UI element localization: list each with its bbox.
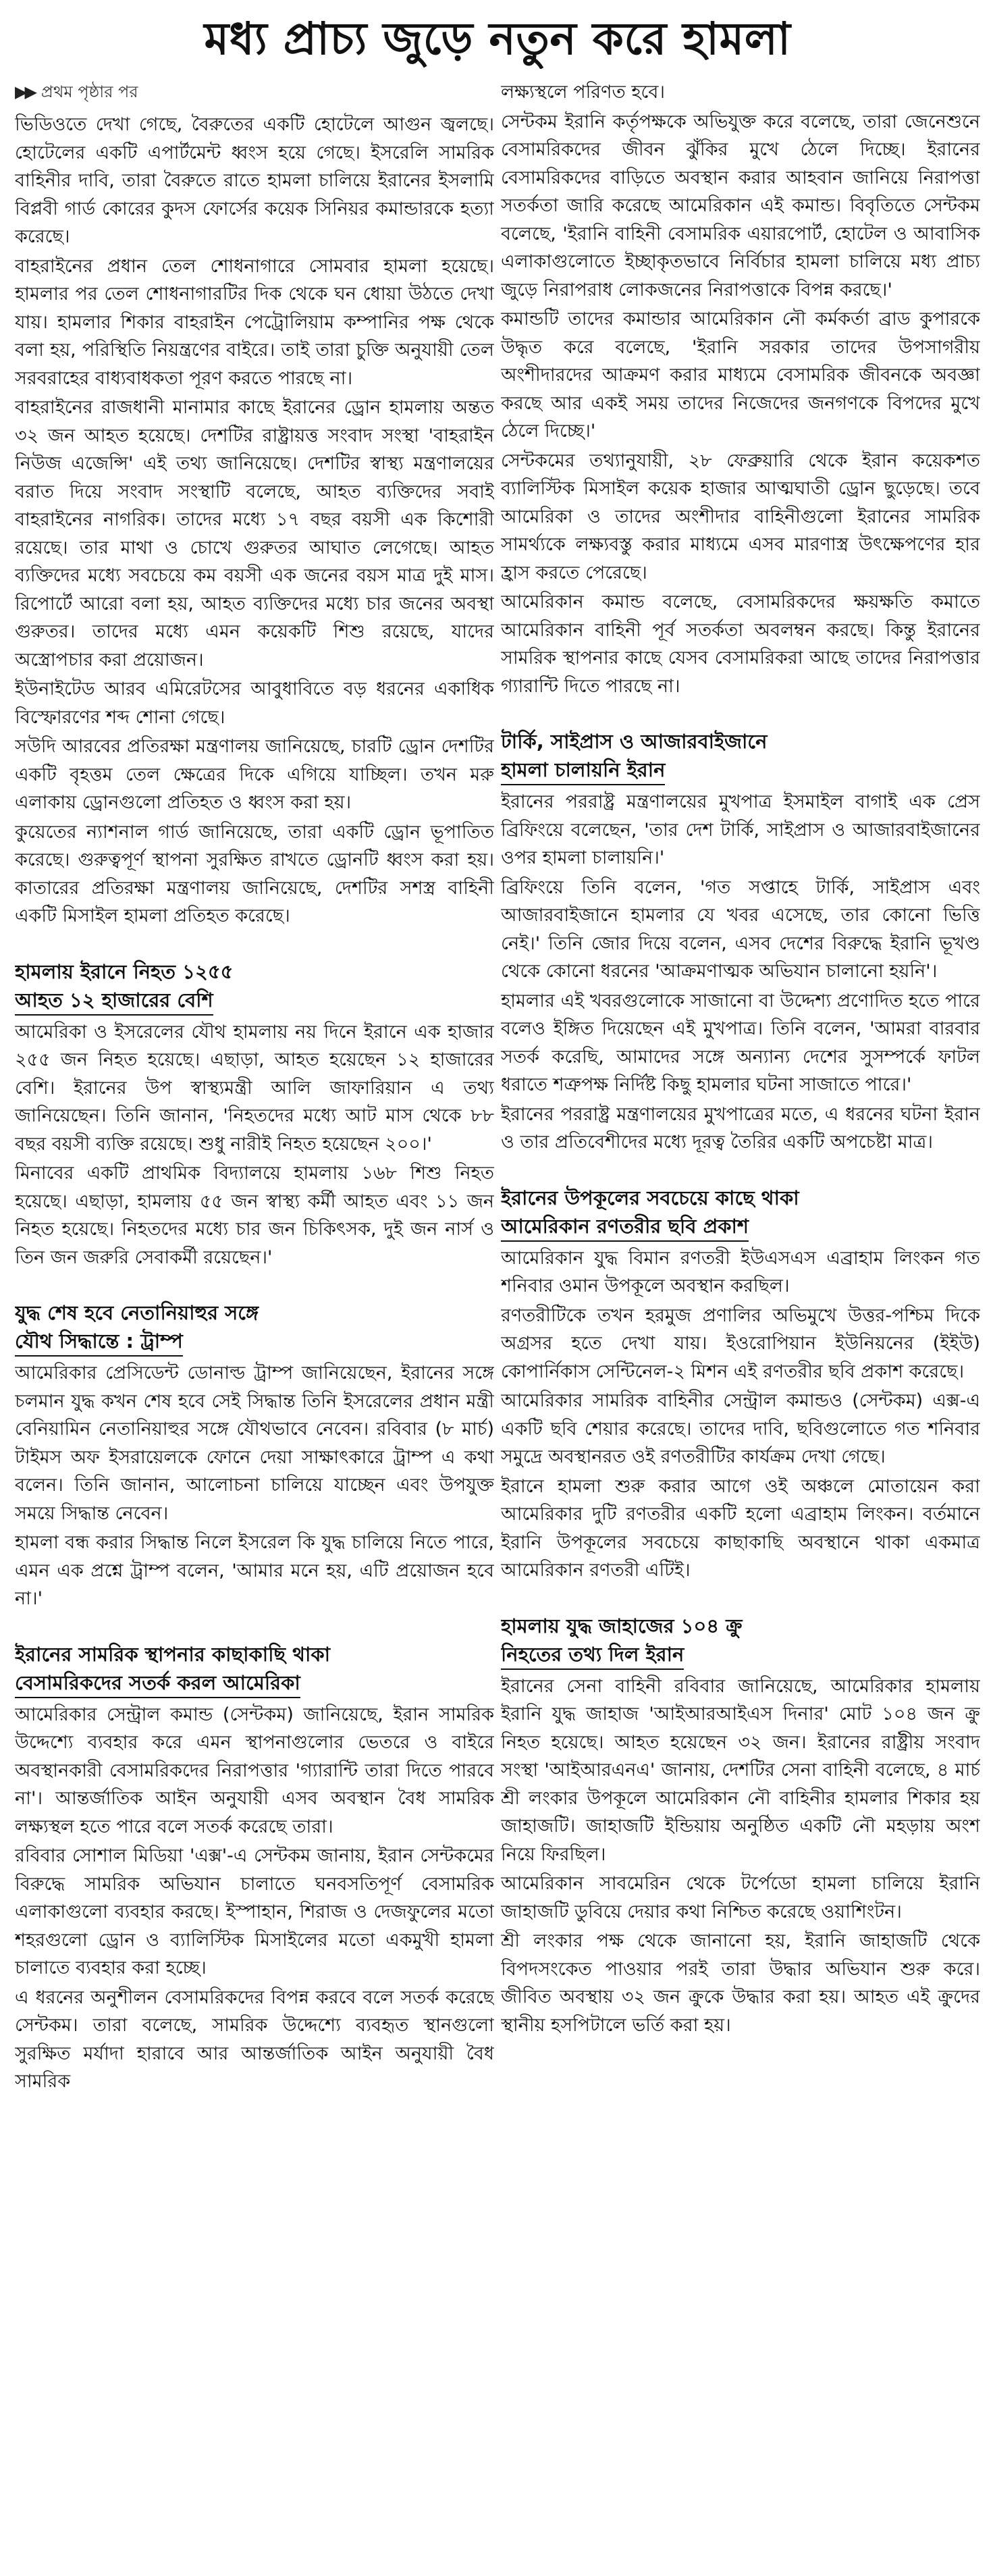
paragraph: ইউনাইটেড আরব এমিরেটসের আবুধাবিতে বড় ধরনের একাধিক বিস্ফোরণের শব্দ শোনা গেছে। (15, 679, 494, 728)
paragraph: হামলার এই খবরগুলোকে সাজানো বা উদ্দেশ্য প্রণোদিত হতে পারে বলেও ইঙ্গিত দিয়েছেন এই মুখপাত্র। তিনি বলেন, 'আমরা বারবার সতর্ক করেছি, আমাদের সঙ্গে অন্যান্য দেশের সুসম্পর্কে ফাটল ধরাতে শত্রুপক্ষ নির্দিষ্ট কিছু হামলার ঘটনা সাজাতে পারে।' (501, 990, 980, 1095)
paragraph: আমেরিকান কমান্ড বলেছে, বেসামরিকদের ক্ষয়ক্ষতি কমাতে আমেরিকান বাহিনী পূর্ব সতর্কতা অবলম্বন করছে। কিন্তু ইরানের সামরিক স্থাপনার কাছে যেসব বেসামরিকরা আছে তাদের নিরাপত্তার গ্যারান্টি দিতে পারছে না। (501, 592, 980, 697)
article-column-left (15, 78, 494, 2563)
paragraph: আমেরিকার প্রেসিডেন্ট ডোনাল্ড ট্রাম্প জানিয়েছেন, ইরানের সঙ্গে চলমান যুদ্ধ কখন শেষ হবে সেই সিদ্ধান্ত তিনি ইসরেলের প্রধান মন্ত্রী বেনিয়ামিন নেতানিয়াহুর সঙ্গে যৌথভাবে নেবেন। রবিবার (৮ মার্চ) টাইমস অফ ইসরায়েলকে ফোনে দেয়া সাক্ষাৎকারে ট্রাম্প এ কথা বলেন। তিনি জানান, আলোচনা চালিয়ে যাচ্ছেন এবং উপযুক্ত সময়ে সিদ্ধান্ত নেবেন। (15, 1363, 494, 1524)
paragraph: কুয়েতের ন্যাশনাল গার্ড জানিয়েছে, তারা একটি ড্রোন ভূপাতিত করেছে। গুরুত্বপূর্ণ স্থাপনা সুরক্ষিত রাখতে ড্রোনটি ধ্বংস করা হয়। কাতারের প্রতিরক্ষা মন্ত্রণালয় জানিয়েছে, দেশটির সশস্ত্র বাহিনী একটি মিসাইল হামলা প্রতিহত করেছে। (15, 821, 494, 926)
paragraph: শ্রী লংকার পক্ষ থেকে জানানো হয়, ইরানি জাহাজটি থেকে বিপদসংকেত পাওয়ার পরই তারা উদ্ধার অভিযান শুরু করে। জীবিত অবস্থায় ৩২ জন ক্রুকে উদ্ধার করা হয়। আহত এই ক্রুদের স্থানীয় হসপিটালে ভর্তি করা হয়। (501, 1930, 980, 2036)
section-trump-decision (15, 1298, 494, 1613)
section-heading: টার্কি, সাইপ্রাস ও আজারবাইজানে (501, 730, 768, 753)
section-heading: হামলায় ইরানে নিহত ১২৫৫ (15, 960, 234, 983)
paragraph: বাহরাইনের প্রধান তেল শোধনাগারে সোমবার হামলা হয়েছে। হামলার পর তেল শোধনাগারটির দিক থেকে ঘন ধোয়া উঠতে দেখা যায়। হামলার শিকার বাহরাইন পেট্রোলিয়াম কম্পানির পক্ষ থেকে বলা হয়, পরিস্থিতি নিয়ন্ত্রণের বাইরে। তাই তারা চুক্তি অনুযায়ী তেল সরবরাহের বাধ্যবাধকতা পূরণ করতে পারছে না। (15, 255, 494, 389)
section-warship-crew (501, 1612, 980, 2040)
section-subheading: যৌথ সিদ্ধান্তে : ট্রাম্প (15, 1327, 183, 1357)
section-heading: ইরানের সামরিক স্থাপনার কাছাকাছি থাকা (15, 1642, 331, 1666)
intro-block (15, 111, 494, 930)
article-columns (15, 78, 980, 2563)
section-subheading: বেসামরিকদের সতর্ক করল আমেরিকা (15, 1668, 300, 1698)
paragraph: রণতরীটিকে তখন হরমুজ প্রণালির অভিমুখে উত্তর-পশ্চিম দিকে অগ্রসর হতে দেখা যায়। ইওরোপিয়ান ইউনিয়নের (ইইউ) কোপার্নিকাস সেন্টিনেল-২ মিশন এই রণতরীর ছবি প্রকাশ করেছে। (501, 1305, 980, 1382)
paragraph: সেন্টকমের তথ্যানুযায়ী, ২৮ ফেব্রুয়ারি থেকে ইরান কয়েকশত ব্যালিস্টিক মিসাইল কয়েক হাজার আত্মঘাতী ড্রোন ছুড়েছে। তবে আমেরিকা ও তাদের অংশীদার বাহিনীগুলো ইরানের সামরিক সামর্থ্যকে লক্ষ্যবস্তু করার মাধ্যমে এসব মারণাস্ত্র উৎক্ষেপণের হার হ্রাস করতে পেরেছে। (501, 450, 980, 583)
paragraph: আমেরিকার সামরিক বাহিনীর সেন্ট্রাল কমান্ডও (সেন্টকম) এক্স-এ একটি ছবি শেয়ার করেছে। তাদের দাবি, ছবিগুলোতে গত শনিবার সমুদ্রে অবস্থানরত ওই রণতরীটির কার্যক্রম দেখা গেছে। (501, 1390, 980, 1467)
paragraph: রবিবার সোশাল মিডিয়া 'এক্স'-এ সেন্টকম জানায়, ইরান সেন্টকমের বিরুদ্ধে সামরিক অভিযান চালাতে ঘনবসতিপূর্ণ বেসামরিক এলাকাগুলো ব্যবহার করছে। ইস্পাহান, শিরাজ ও দেজফুলের মতো শহরগুলো ড্রোন ও ব্যালিস্টিক মিসাইলের মতো একমুখী হামলা চালাতে ব্যবহার করা হচ্ছে। (15, 1845, 494, 1978)
section-heading: হামলায় যুদ্ধ জাহাজের ১০৪ ক্রু (501, 1614, 743, 1637)
paragraph: আমেরিকান যুদ্ধ বিমান রণতরী ইউএসএস এব্রাহাম লিংকন গত শনিবার ওমান উপকূলে অবস্থান করছিল। (501, 1247, 980, 1296)
section-heading: যুদ্ধ শেষ হবে নেতানিয়াহুর সঙ্গে (15, 1301, 259, 1324)
section-carrier-images (501, 1184, 980, 1585)
double-chevron-right-icon: ▶▶ (15, 82, 34, 101)
section-civilian-warning (15, 1640, 494, 2096)
paragraph: ভিডিওতে দেখা গেছে, বৈরুতের একটি হোটেলে আগুন জ্বলছে। হোটেলের একটি এপার্টমেন্ট ধ্বংস হয়ে গেছে। ইসরেলি সামরিক বাহিনীর দাবি, তারা বৈরুতে রাতে হামলা চালিয়ে ইরানের ইসলামি বিপ্লবী গার্ড কোরের কুদস ফোর্সের কয়েক সিনিয়র কমান্ডারকে হত্যা করেছে। (15, 114, 494, 247)
paragraph: সেন্টকম ইরানি কর্তৃপক্ষকে অভিযুক্ত করে বলেছে, তারা জেনেশুনে বেসামরিকদের জীবন ঝুঁকির মুখে ঠেলে দিচ্ছে। ইরানের বেসামরিকদের বাড়িতে অবস্থান করার আহবান জানিয়ে নিরাপত্তা সতর্কতা জারি করেছে আমেরিকান এই কমান্ড। বিবৃতিতে সেন্টকম বলেছে, 'ইরানি বাহিনী বেসামরিক এয়ারপোর্ট, হোটেল ও আবাসিক এলাকাগুলোতে ইচ্ছাকৃতভাবে নির্বিচার হামলা চালিয়ে মধ্য প্রাচ্য জুড়ে নিরাপরাধ লোকজনের নিরাপত্তাকে বিপন্ন করছে।' (501, 111, 980, 300)
paragraph: সউদি আরবের প্রতিরক্ষা মন্ত্রণালয় জানিয়েছে, চারটি ড্রোন দেশটির একটি বৃহত্তম তেল ক্ষেত্রের দিকে এগিয়ে যাচ্ছিল। তখন মরু এলাকায় ড্রোনগুলো প্রতিহত ও ধ্বংস করা হয়। (15, 736, 494, 813)
paragraph: আমেরিকার সেন্ট্রাল কমান্ড (সেন্টকম) জানিয়েছে, ইরান সামরিক উদ্দেশ্যে ব্যবহার করে এমন স্থাপনাগুলোর ভেতরে ও বাইরে অবস্থানকারী বেসামরিকদের নিরাপত্তার 'গ্যারান্টি তারা দিতে পারবে না'। আন্তর্জাতিক আইন অনুযায়ী এসব অবস্থান বৈধ সামরিক লক্ষ্যস্থল হতে পারে বলে সতর্ক করেছে তারা। (15, 1704, 494, 1837)
section-subheading: নিহতের তথ্য দিল ইরান (501, 1640, 684, 1670)
section-subheading: হামলা চালায়নি ইরান (501, 756, 665, 785)
paragraph: ইরানে হামলা শুরু করার আগে ওই অঞ্চলে মোতায়েন করা আমেরিকার দুটি রণতরীর একটি হলো এব্রাহাম লিংকন। বর্তমানে ইরানি উপকূলের সবচেয়ে কাছাকাছি অবস্থানে থাকা একমাত্র আমেরিকান রণতরী এটিই। (501, 1475, 980, 1581)
paragraph: আমেরিকান সাবমেরিন থেকে টর্পেডো হামলা চালিয়ে ইরানি জাহাজটি ডুবিয়ে দেয়ার কথা নিশ্চিত করেছে ওয়াশিংটন। (501, 1873, 980, 1922)
paragraph: হামলা বন্ধ করার সিদ্ধান্ত নিলে ইসরেল কি যুদ্ধ চালিয়ে নিতে পারে, এমন এক প্রশ্নে ট্রাম্প বলেন, 'আমার মনে হয়, এটি প্রয়োজন হবে না।' (15, 1532, 494, 1609)
continuation-note (15, 78, 494, 105)
article-column-right (501, 78, 980, 2563)
paragraph: আমেরিকা ও ইসরেলের যৌথ হামলায় নয় দিনে ইরানে এক হাজার ২৫৫ জন নিহত হয়েছে। এছাড়া, আহত হয়েছেন ১২ হাজারের বেশি। ইরানের উপ স্বাস্থ্যমন্ত্রী আলি জাফারিয়ান এ তথ্য জানিয়েছেন। তিনি জানান, 'নিহতদের মধ্যে আট মাস থেকে ৮৮ বছর বয়সী ব্যক্তি রয়েছে। শুধু নারীই নিহত হয়েছেন ২০০।' (15, 1021, 494, 1155)
section-subheading: আহত ১২ হাজারের বেশি (15, 986, 213, 1016)
section-iran-casualties (15, 957, 494, 1272)
paragraph: মিনাবের একটি প্রাথমিক বিদ্যালয়ে হামলায় ১৬৮ শিশু নিহত হয়েছে। এছাড়া, হামলায় ৫৫ জন স্বাস্থ্য কর্মী আহত এবং ১১ জন নিহত হয়েছে। নিহতদের মধ্যে চার জন চিকিৎসক, দুই জন নার্স ও তিন জন জরুরি সেবাকর্মী রয়েছেন।' (15, 1163, 494, 1268)
intro-block (501, 78, 980, 700)
section-subheading: আমেরিকান রণতরীর ছবি প্রকাশ (501, 1212, 749, 1242)
paragraph: কমান্ডটি তাদের কমান্ডার আমেরিকান নৌ কর্মকর্তা ব্রাড কুপারকে উদ্ধৃত করে বলেছে, 'ইরানি সরকার তাদের উপসাগরীয় অংশীদারদের আক্রমণ করার মাধ্যমে বেসামরিক জীবনকে অবজ্ঞা করছে আর একই সময় তাদের নিজেদের জনগণকে বিপদের মুখে ঠেলে দিচ্ছে।' (501, 309, 980, 442)
section-heading: ইরানের উপকূলের সবচেয়ে কাছে থাকা (501, 1186, 799, 1209)
paragraph: ইরানের পররাষ্ট্র মন্ত্রণালয়ের মুখপাত্রের মতে, এ ধরনের ঘটনা ইরান ও তার প্রতিবেশীদের মধ্যে দূরত্ব তৈরির একটি অপচেষ্টা মাত্র। (501, 1103, 980, 1153)
paragraph: লক্ষ্যস্থলে পরিণত হবে। (501, 82, 666, 103)
paragraph: ইরানের সেনা বাহিনী রবিবার জানিয়েছে, আমেরিকার হামলায় ইরানি যুদ্ধ জাহাজ 'আইআরআইএস দিনার' মোট ১০৪ জন ক্রু নিহত হয়েছে। আহত হয়েছেন ৩২ জন। ইরানের রাষ্ট্রীয় সংবাদ সংস্থা 'আইআরএনএ' জানায়, দেশটির সেনা বাহিনী বলেছে, ৪ মার্চ শ্রী লংকার উপকূলে আমেরিকান নৌ বাহিনীর হামলার শিকার হয় জাহাজটি। জাহাজটি ইন্ডিয়ায় অনুষ্ঠিত একটি নৌ মহড়ায় অংশ নিয়ে ফিরছিল। (501, 1675, 980, 1865)
page-headline: মধ্য প্রাচ্য জুড়ে নতুন করে হামলা (204, 13, 791, 65)
paragraph: বাহরাইনের রাজধানী মানামার কাছে ইরানের ড্রোন হামলায় অন্তত ৩২ জন আহত হয়েছে। দেশটির রাষ্ট্রায়ত্ত সংবাদ সংস্থা 'বাহরাইন নিউজ এজেন্সি' এই তথ্য জানিয়েছে। দেশটির স্বাস্থ্য মন্ত্রণালয়ের বরাত দিয়ে সংবাদ সংস্থাটি বলেছে, আহত ব্যক্তিদের সবাই বাহরাইনের নাগরিক। তাদের মধ্যে ১৭ বছর বয়সী এক কিশোরী রয়েছে। তার মাথা ও চোখে গুরুতর আঘাত লেগেছে। আহত ব্যক্তিদের মধ্যে সবচেয়ে কম বয়সী এক জনের বয়স মাত্র দুই মাস। রিপোর্টে আরো বলা হয়, আহত ব্যক্তিদের মধ্যে চার জনের অবস্থা গুরুতর। তাদের মধ্যে এমন কয়েকটি শিশু রয়েছে, যাদের অস্ত্রোপচার করা প্রয়োজন। (15, 397, 494, 671)
section-no-attack-claim (501, 727, 980, 1157)
paragraph: ব্রিফিংয়ে তিনি বলেন, 'গত সপ্তাহে টার্কি, সাইপ্রাস এবং আজারবাইজানে হামলার যে খবর এসেছে, তার কোনো ভিত্তি নেই।' তিনি জোর দিয়ে বলেন, এসব দেশের বিরুদ্ধে ইরানি ভূখণ্ড থেকে কোনো ধরনের 'আক্রমণাত্মক অভিযান চালানো হয়নি'। (501, 876, 980, 982)
paragraph: এ ধরনের অনুশীলন বেসামরিকদের বিপন্ন করবে বলে সতর্ক করেছে সেন্টকম। তারা বলেছে, সামরিক উদ্দেশ্যে ব্যবহৃত স্থানগুলো সুরক্ষিত মর্যাদা হারাবে আর আন্তর্জাতিক আইন অনুযায়ী বৈধ সামরিক (15, 1987, 494, 2092)
paragraph: ইরানের পররাষ্ট্র মন্ত্রণালয়ের মুখপাত্র ইসমাইল বাগাই এক প্রেস ব্রিফিংয়ে বলেছেন, 'তার দেশ টার্কি, সাইপ্রাস ও আজারবাইজানের ওপর হামলা চালায়নি।' (501, 791, 980, 868)
continuation-label: প্রথম পৃষ্ঠার পর (41, 82, 138, 101)
